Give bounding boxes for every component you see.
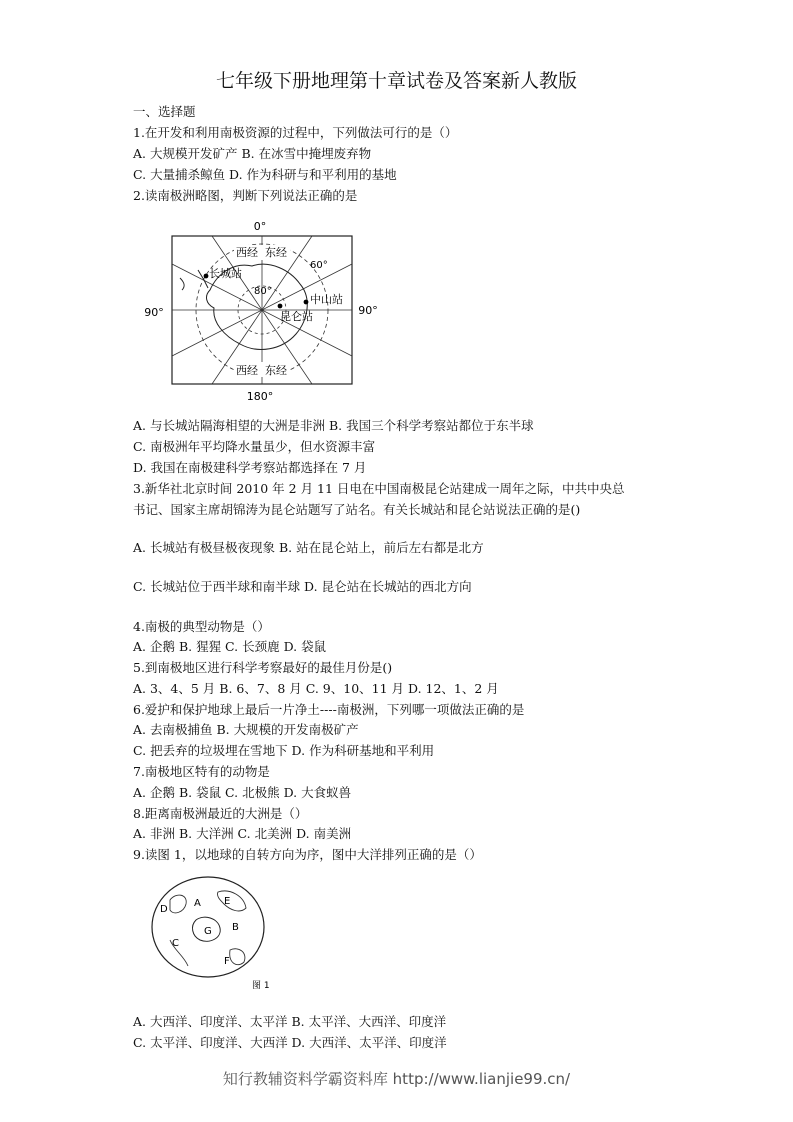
- east-lon-label-top: 东经: [265, 246, 287, 259]
- question-line: 3.新华社北京时间 2010 年 2 月 11 日电在中国南极昆仑站建成一周年之际，中共中央总: [133, 481, 625, 496]
- lat-80-label: 80°: [254, 286, 272, 297]
- footer-watermark: 知行教辅资料学霸资料库 http://www.lianjie99.cn/: [222, 1070, 571, 1088]
- east-lon-label-bottom: 东经: [265, 364, 287, 377]
- option-line: A. 3、4、5 月 B. 6、7、8 月 C. 9、10、11 月 D. 12、1、2 月: [133, 681, 499, 696]
- landmass-outline: [217, 891, 246, 911]
- option-line: C. 把丢弃的垃圾埋在雪地下 D. 作为科研基地和平利用: [133, 743, 435, 758]
- option-line: C. 长城站位于西半球和南半球 D. 昆仑站在长城站的西北方向: [133, 579, 472, 594]
- lat-60-label: 60°: [310, 260, 328, 271]
- option-line: A. 企鹅 B. 袋鼠 C. 北极熊 D. 大食蚁兽: [133, 785, 352, 800]
- option-line: D. 我国在南极建科学考察站都选择在 7 月: [133, 460, 367, 475]
- option-line: A. 与长城站隔海相望的大洲是非洲 B. 我国三个科学考察站都位于东半球: [133, 418, 534, 433]
- changcheng-station-marker: [204, 274, 209, 279]
- page-title: 七年级下册地理第十章试卷及答案新人教版: [215, 70, 577, 92]
- ocean-label-b: B: [232, 922, 239, 933]
- kunlun-station-marker: [278, 304, 283, 309]
- ocean-label-e: E: [224, 896, 231, 907]
- figure-caption: 图 1: [252, 981, 270, 991]
- ocean-label-f: F: [224, 956, 230, 967]
- west-lon-label-bottom: 西经: [236, 364, 258, 377]
- ocean-label-d: D: [160, 904, 168, 915]
- lon-90e-label: 90°: [358, 304, 378, 317]
- west-lon-label-top: 西经: [236, 246, 258, 259]
- landmass-outline: [230, 949, 245, 965]
- question-line: 书记、国家主席胡锦涛为昆仑站题写了站名。有关长城站和昆仑站说法正确的是(): [133, 502, 581, 517]
- question-line: 8.距离南极洲最近的大洲是（）: [133, 806, 308, 821]
- lon-180-label: 180°: [246, 390, 274, 402]
- option-line: A. 长城站有极昼极夜现象 B. 站在昆仑站上，前后左右都是北方: [133, 540, 484, 555]
- lon-0-label: 0°: [253, 220, 267, 233]
- option-line: A. 大规模开发矿产 B. 在冰雪中掩埋废弃物: [133, 146, 372, 161]
- changcheng-station-label: 长城站: [209, 267, 242, 280]
- question-line: 6.爱护和保护地球上最后一片净土----南极洲，下列哪一项做法正确的是: [133, 702, 525, 717]
- ocean-label-g: G: [204, 926, 212, 937]
- option-line: A. 非洲 B. 大洋洲 C. 北美洲 D. 南美洲: [133, 826, 352, 841]
- kunlun-station-label: 昆仑站: [280, 310, 313, 323]
- ocean-label-a: A: [194, 898, 201, 909]
- question-line: 7.南极地区特有的动物是: [133, 764, 270, 779]
- peninsula-outline: [198, 270, 208, 288]
- ocean-label-c: C: [172, 938, 179, 949]
- option-line: C. 太平洋、印度洋、大西洋 D. 大西洋、太平洋、印度洋: [133, 1035, 447, 1050]
- section-heading: 一、选择题: [133, 104, 196, 119]
- question-line: 5.到南极地区进行科学考察最好的最佳月份是(): [133, 660, 393, 675]
- zhongshan-station-label: 中山站: [310, 293, 343, 306]
- figure-1-map: [140, 870, 280, 995]
- landmass-outline: [170, 895, 186, 913]
- option-line: A. 大西洋、印度洋、太平洋 B. 太平洋、大西洋、印度洋: [133, 1014, 447, 1029]
- question-line: 9.读图 1，以地球的自转方向为序，图中大洋排列正确的是（）: [133, 847, 482, 862]
- lon-90w-label: 90°: [144, 306, 164, 319]
- antarctica-map: [140, 212, 390, 402]
- option-line: A. 企鹅 B. 猩猩 C. 长颈鹿 D. 袋鼠: [133, 639, 327, 654]
- option-line: C. 大量捕杀鲸鱼 D. 作为科研与和平利用的基地: [133, 167, 397, 182]
- option-line: C. 南极洲年平均降水量虽少，但水资源丰富: [133, 439, 376, 454]
- question-line: 4.南极的典型动物是（）: [133, 619, 270, 634]
- question-line: 2.读南极洲略图，判断下列说法正确的是: [133, 188, 358, 203]
- question-line: 1.在开发和利用南极资源的过程中，下列做法可行的是（）: [133, 125, 458, 140]
- south-america-tip: [180, 278, 184, 290]
- option-line: A. 去南极捕鱼 B. 大规模的开发南极矿产: [133, 722, 359, 737]
- zhongshan-station-marker: [304, 300, 309, 305]
